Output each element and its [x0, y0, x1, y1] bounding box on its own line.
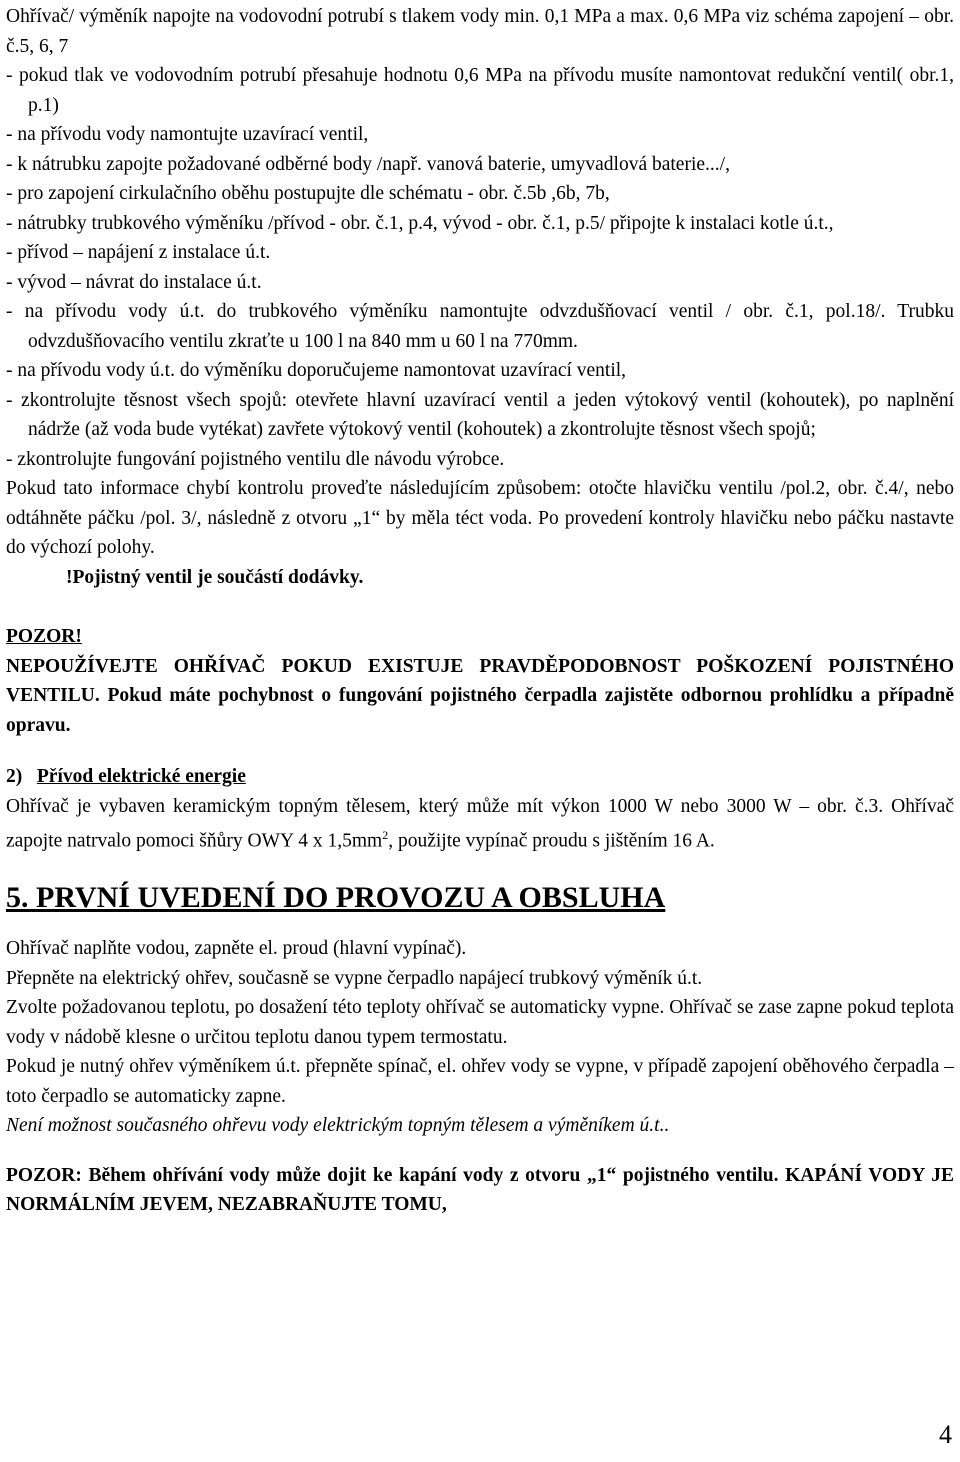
list-item: - pro zapojení cirkulačního oběhu postupujte dle schématu - obr. č.5b ,6b, 7b,: [6, 183, 610, 204]
warning-rest: Pokud máte pochybnost o fungování pojistného čerpadla zajistěte odbornou prohlídku a případně opravu.: [6, 685, 955, 736]
list-item: - nátrubky trubkového výměníku /přívod - obr. č.1, p.4, vývod - obr. č.1, p.5/ připojte k instalaci kotle ú.t.,: [6, 212, 834, 234]
warning-caps: NEPOUŽÍVEJTE OHŘÍVAČ POKUD EXISTUJE PRAVDĚPODOBNOST POŠKOZENÍ POJISTNÉHO VENTILU.: [6, 655, 954, 706]
section-text-b: , použijte vypínač proudu s jištěním 16 A.: [388, 830, 715, 852]
chapter-note-italic: Není možnost současného ohřevu vody elektrickým topným tělesem a výměníkem ú.t..: [6, 1115, 670, 1136]
section-text: [6, 792, 954, 857]
warning-text: [6, 652, 954, 741]
chapter-line: Pokud je nutný ohřev výměníkem ú.t. přepněte spínač, el. ohřev vody se vypne, v případě zapojení oběhového čerpadla – toto čerpadlo se automaticky zapne.: [6, 1056, 954, 1107]
list-item: - vývod – návrat do instalace ú.t.: [6, 271, 262, 293]
section-title: Přívod elektrické energie: [36, 766, 246, 787]
superscript: 2: [382, 828, 389, 842]
list-item: - na přívodu vody ú.t. do trubkového výměníku namontujte odvzdušňovací ventil / obr. č.1, pol.18/. Trubku odvzdušňovacího ventilu zkraťte u 100 l na 840 mm u 60 l na 770mm.: [6, 301, 954, 352]
section-text-a: Ohřívač je vybaven keramickým topným tělesem, který může mít výkon 1000 W nebo 3000 W – obr. č.3. Ohřívač zapojte natrvalo pomoci šňůry OWY 4 x 1,5mm: [6, 795, 954, 852]
final-warning: POZOR: Během ohřívání vody může dojit ke kapání vody z otvoru „1“ pojistného ventilu. KAPÁNÍ VODY JE NORMÁLNÍM JEVEM, NEZABRAŇUJTE TOMU,: [6, 1164, 954, 1215]
check-paragraph: Pokud tato informace chybí kontrolu proveďte následujícím způsobem: otočte hlavičku ventilu /pol.2, obr. č.4/, nebo odtáhněte páčku /pol. 3/, následně z otvoru „1“ by měla téct voda. Po provedení kontroly hlavičku nebo páčku nastavte do výchozí polohy.: [6, 478, 954, 558]
chapter-line: Zvolte požadovanou teplotu, po dosažení této teploty ohřívač se automaticky vypne. Ohřívač se zase zapne pokud teplota vody v nádobě klesne o určitou teplotu danou typem termostatu.: [6, 997, 954, 1048]
list-item: - zkontrolujte fungování pojistného ventilu dle návodu výrobce.: [6, 448, 505, 470]
list-item: - k nátrubku zapojte požadované odběrné body /např. vanová baterie, umyvadlová baterie.../,: [6, 153, 730, 175]
list-item: - na přívodu vody ú.t. do výměníku doporučujeme namontovat uzavírací ventil,: [6, 360, 627, 381]
list-item: - pokud tlak ve vodovodním potrubí přesahuje hodnotu 0,6 MPa na přívodu musíte namontovat redukční ventil( obr.1, p.1): [6, 65, 954, 116]
list-item: - zkontrolujte těsnost všech spojů: otevřete hlavní uzavírací ventil a jeden výtokový ventil (kohoutek), po naplnění nádrže (až voda bude vytékat) zavřete výtokový ventil (kohoutek) a zkontrolujte těsnost všech spojů;: [6, 389, 954, 440]
safety-valve-note: !Pojistný ventil je součástí dodávky.: [66, 566, 364, 588]
warning-label: POZOR!: [6, 626, 82, 647]
intro-paragraph: Ohřívač/ výměník napojte na vodovodní potrubí s tlakem vody min. 0,1 MPa a max. 0,6 MPa viz schéma zapojení – obr. č.5, 6, 7: [6, 6, 954, 57]
section-heading: [6, 762, 954, 792]
list-item: - přívod – napájení z instalace ú.t.: [6, 242, 271, 263]
page-number: 4: [939, 1420, 952, 1449]
section-number: 2): [6, 766, 23, 787]
list-item: - na přívodu vody namontujte uzavírací ventil,: [6, 124, 369, 145]
chapter-line: Přepněte na elektrický ohřev, současně se vypne čerpadlo napájecí trubkový výměník ú.t.: [6, 967, 703, 989]
chapter-line: Ohřívač naplňte vodou, zapněte el. proud (hlavní vypínač).: [6, 938, 467, 959]
chapter-title: 5. PRVNÍ UVEDENÍ DO PROVOZU A OBSLUHA: [6, 881, 666, 914]
document-page: [6, 2, 954, 1220]
